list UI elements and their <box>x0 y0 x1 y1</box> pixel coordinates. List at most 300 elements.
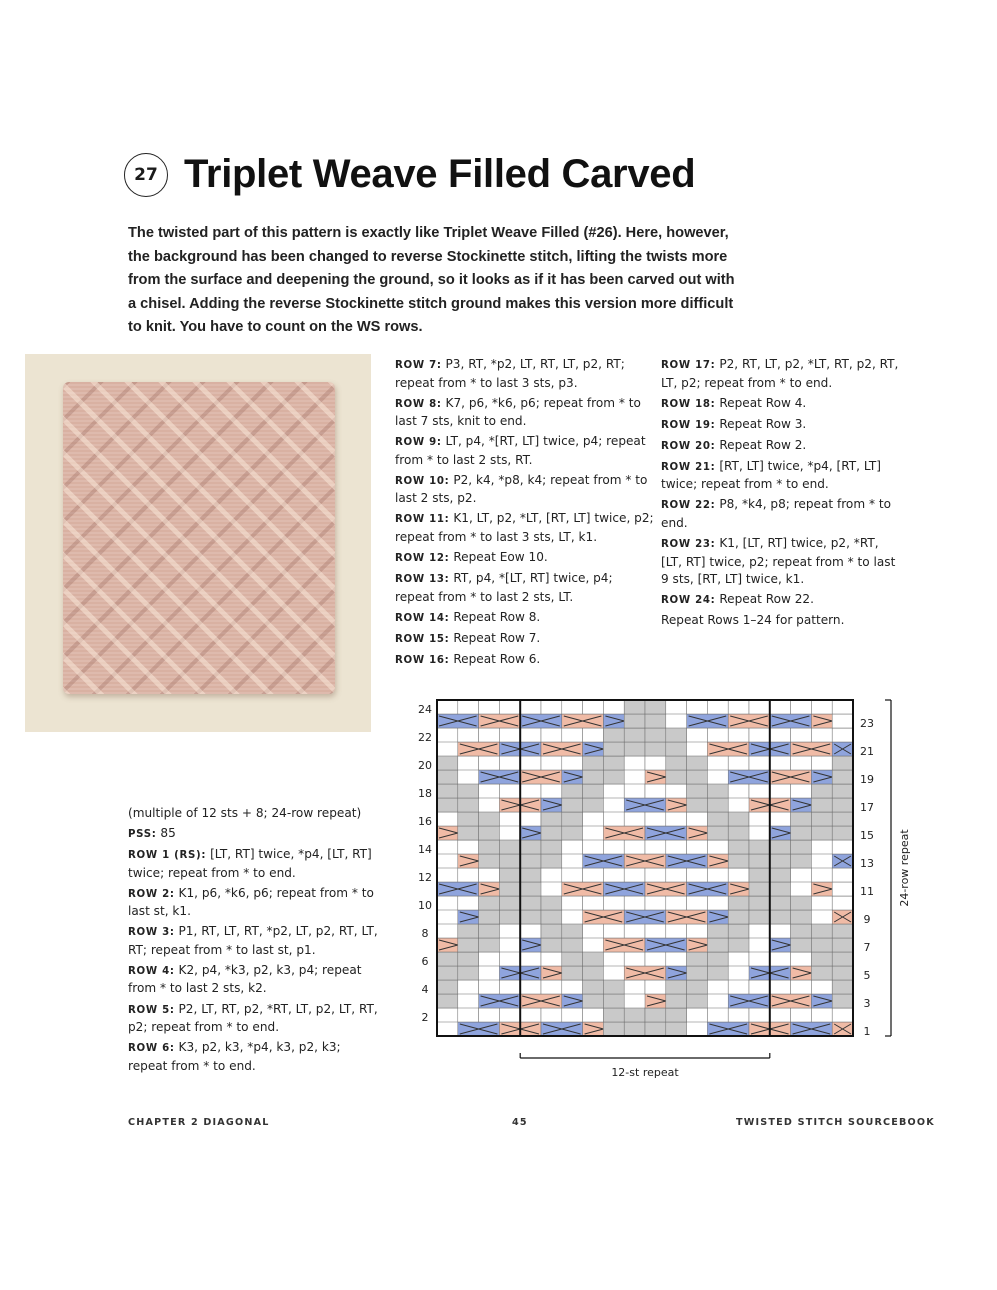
row-instruction: ROW 19: Repeat Row 3. <box>661 416 807 431</box>
knit-cell <box>645 868 666 882</box>
knit-cell <box>458 980 479 994</box>
purl-cell <box>707 798 728 812</box>
row-instruction: ROW 23: K1, [LT, RT] twice, p2, *RT, [LT, RT] twice, p2; repeat from * to last 9 sts, [RT, LT] twice, k1. <box>661 536 896 587</box>
row-number-left: 6 <box>421 955 429 968</box>
knit-cell <box>687 896 708 910</box>
row-instruction: ROW 10: P2, k4, *p8, k4; repeat from * to last 2 sts, p2. <box>395 472 648 506</box>
purl-cell <box>458 924 479 938</box>
knit-cell <box>749 756 770 770</box>
purl-cell <box>541 896 562 910</box>
knit-cell <box>437 924 458 938</box>
purl-cell <box>437 756 458 770</box>
purl-cell <box>791 812 812 826</box>
row-instruction: ROW 3: P1, RT, LT, RT, *p2, LT, p2, RT, LT, RT; repeat from * to last st, p1. <box>128 924 378 957</box>
purl-cell <box>811 966 832 980</box>
row-instruction: ROW 15: Repeat Row 7. <box>395 630 541 645</box>
knit-cell <box>603 924 624 938</box>
row-number-right: 11 <box>860 885 874 898</box>
row-repeat-label: 24-row repeat <box>898 829 911 907</box>
purl-cell <box>687 784 708 798</box>
purl-cell <box>749 868 770 882</box>
purl-cell <box>458 812 479 826</box>
knit-cell <box>666 784 687 798</box>
purl-cell <box>832 812 853 826</box>
knit-cell <box>791 728 812 742</box>
knit-cell <box>728 868 749 882</box>
purl-cell <box>666 1022 687 1036</box>
purl-cell <box>603 742 624 756</box>
knit-cell <box>562 896 583 910</box>
row-instruction: ROW 8: K7, p6, *k6, p6; repeat from * to last 7 sts, knit to end. <box>395 395 641 429</box>
knit-cell <box>749 784 770 798</box>
purl-cell <box>811 812 832 826</box>
row-instruction: ROW 5: P2, LT, RT, p2, *RT, LT, p2, LT, RT, p2; repeat from * to end. <box>128 1001 378 1035</box>
knit-cell <box>666 896 687 910</box>
purl-cell <box>520 882 541 896</box>
purl-cell <box>541 938 562 952</box>
knit-cell <box>832 1008 853 1022</box>
purl-cell <box>624 728 645 742</box>
knit-cell <box>583 812 604 826</box>
knit-cell <box>645 896 666 910</box>
purl-cell <box>583 784 604 798</box>
row-number-left: 14 <box>418 843 432 856</box>
knit-cell <box>707 896 728 910</box>
purl-cell <box>707 826 728 840</box>
purl-cell <box>499 882 520 896</box>
purl-cell <box>749 896 770 910</box>
knit-cell <box>687 868 708 882</box>
purl-cell <box>645 1008 666 1022</box>
knit-cell <box>687 924 708 938</box>
row-instruction: ROW 21: [RT, LT] twice, *p4, [RT, LT] twice; repeat from * to end. <box>661 458 882 492</box>
knit-cell <box>832 714 853 728</box>
purl-cell <box>520 910 541 924</box>
knit-cell <box>832 700 853 714</box>
purl-cell <box>791 896 812 910</box>
knit-cell <box>541 756 562 770</box>
purl-cell <box>583 798 604 812</box>
knit-cell <box>562 980 583 994</box>
purl-cell <box>832 952 853 966</box>
purl-cell <box>707 784 728 798</box>
knit-cell <box>541 784 562 798</box>
knit-cell <box>791 868 812 882</box>
footer-book-title: TWISTED STITCH SOURCEBOOK <box>736 1117 935 1128</box>
purl-cell <box>811 952 832 966</box>
knit-cell <box>562 756 583 770</box>
knit-cell <box>749 1008 770 1022</box>
knit-cell <box>499 700 520 714</box>
knit-cell <box>562 728 583 742</box>
knit-cell <box>499 812 520 826</box>
knit-cell <box>728 784 749 798</box>
row-number-left: 22 <box>418 731 432 744</box>
purl-cell <box>583 994 604 1008</box>
knit-cell <box>499 924 520 938</box>
purl-cell <box>479 938 500 952</box>
purl-cell <box>603 1022 624 1036</box>
knit-cell <box>791 700 812 714</box>
knit-cell <box>583 1008 604 1022</box>
purl-cell <box>666 728 687 742</box>
purl-cell <box>749 910 770 924</box>
purl-cell <box>458 784 479 798</box>
knit-cell <box>645 952 666 966</box>
purl-cell <box>458 966 479 980</box>
purl-cell <box>666 1008 687 1022</box>
purl-cell <box>583 966 604 980</box>
purl-cell <box>832 784 853 798</box>
knit-cell <box>541 980 562 994</box>
knit-cell <box>541 700 562 714</box>
purl-cell <box>520 896 541 910</box>
knit-cell <box>811 868 832 882</box>
knit-cell <box>791 1008 812 1022</box>
knit-cell <box>624 812 645 826</box>
knit-cell <box>624 980 645 994</box>
knit-cell <box>603 840 624 854</box>
knit-cell <box>687 700 708 714</box>
knit-cell <box>770 700 791 714</box>
knit-cell <box>520 980 541 994</box>
knit-cell <box>562 840 583 854</box>
row-number-left: 12 <box>418 871 432 884</box>
purl-cell <box>479 924 500 938</box>
row-instruction: ROW 18: Repeat Row 4. <box>661 395 807 410</box>
purl-cell <box>624 1008 645 1022</box>
purl-cell <box>624 1022 645 1036</box>
knit-cell <box>437 812 458 826</box>
knit-cell <box>479 700 500 714</box>
purl-cell <box>603 1008 624 1022</box>
purl-cell <box>458 938 479 952</box>
knit-cell <box>437 868 458 882</box>
purl-cell <box>728 812 749 826</box>
purl-cell <box>832 994 853 1008</box>
stitch-repeat-label: 12-st repeat <box>611 1066 679 1079</box>
purl-cell <box>811 924 832 938</box>
purl-cell <box>603 994 624 1008</box>
knit-cell <box>479 728 500 742</box>
purl-cell <box>749 854 770 868</box>
row-instruction: ROW 22: P8, *k4, p8; repeat from * to end. <box>661 497 891 530</box>
pattern-number-badge: 27 <box>124 153 168 197</box>
knit-cell <box>437 728 458 742</box>
knit-cell <box>707 756 728 770</box>
purl-cell <box>479 840 500 854</box>
purl-cell <box>603 770 624 784</box>
purl-cell <box>728 826 749 840</box>
purl-cell <box>687 952 708 966</box>
row-number-left: 4 <box>421 983 429 996</box>
knit-cell <box>749 700 770 714</box>
purl-cell <box>603 728 624 742</box>
knit-cell <box>520 700 541 714</box>
knit-cell <box>707 840 728 854</box>
row-instruction: ROW 16: Repeat Row 6. <box>395 651 541 666</box>
knit-cell <box>645 812 666 826</box>
row-number-right: 19 <box>860 773 874 786</box>
purl-cell <box>541 812 562 826</box>
knit-cell <box>832 728 853 742</box>
purl-cell <box>437 966 458 980</box>
knit-cell <box>458 1008 479 1022</box>
purl-cell <box>687 994 708 1008</box>
knit-cell <box>624 896 645 910</box>
knit-cell <box>645 980 666 994</box>
row-instruction: ROW 4: K2, p4, *k3, p2, k3, p4; repeat from * to last 2 sts, k2. <box>128 962 362 996</box>
knit-cell <box>770 1008 791 1022</box>
row-instruction: ROW 14: Repeat Row 8. <box>395 609 541 624</box>
knit-cell <box>541 728 562 742</box>
knit-cell <box>541 868 562 882</box>
knit-cell <box>499 1008 520 1022</box>
purl-cell <box>479 854 500 868</box>
knit-cell <box>666 812 687 826</box>
purl-cell <box>770 840 791 854</box>
row-number-right: 5 <box>863 969 871 982</box>
knit-cell <box>583 868 604 882</box>
purl-cell <box>707 966 728 980</box>
knit-cell <box>770 784 791 798</box>
instructions-right-column <box>661 356 901 632</box>
purl-cell <box>832 756 853 770</box>
knit-cell <box>707 980 728 994</box>
instructions-middle-column <box>395 356 655 672</box>
knit-cell <box>520 812 541 826</box>
purl-cell <box>707 938 728 952</box>
purl-cell <box>687 798 708 812</box>
knit-cell <box>520 756 541 770</box>
knit-cell <box>811 756 832 770</box>
purl-cell <box>645 728 666 742</box>
purl-cell <box>811 938 832 952</box>
purl-cell <box>749 840 770 854</box>
knit-cell <box>458 756 479 770</box>
knit-cell <box>603 952 624 966</box>
knit-cell <box>687 728 708 742</box>
purl-cell <box>437 784 458 798</box>
knit-cell <box>458 728 479 742</box>
purl-cell <box>562 826 583 840</box>
purl-cell <box>541 924 562 938</box>
purl-cell <box>583 980 604 994</box>
knit-cell <box>728 952 749 966</box>
knit-cell <box>666 924 687 938</box>
knit-cell <box>479 784 500 798</box>
row-instruction: ROW 20: Repeat Row 2. <box>661 437 807 452</box>
purl-cell <box>562 952 583 966</box>
multiple-note: (multiple of 12 sts + 8; 24-row repeat) <box>128 806 362 820</box>
knit-cell <box>624 784 645 798</box>
purl-cell <box>707 924 728 938</box>
knit-cell <box>770 756 791 770</box>
knit-cell <box>666 868 687 882</box>
knit-cell <box>624 952 645 966</box>
purl-cell <box>520 868 541 882</box>
purl-cell <box>687 770 708 784</box>
pattern-header <box>124 152 695 197</box>
footer-chapter: CHAPTER 2 DIAGONAL <box>128 1117 270 1128</box>
purl-cell <box>624 700 645 714</box>
purl-cell <box>791 840 812 854</box>
row-instruction: ROW 1 (RS): [LT, RT] twice, *p4, [LT, RT] twice; repeat from * to end. <box>128 847 372 880</box>
purl-cell <box>583 770 604 784</box>
purl-cell <box>666 742 687 756</box>
purl-cell <box>832 966 853 980</box>
purl-cell <box>437 770 458 784</box>
purl-cell <box>770 896 791 910</box>
knit-cell <box>499 952 520 966</box>
purl-cell <box>770 868 791 882</box>
purl-cell <box>624 714 645 728</box>
purl-cell <box>832 980 853 994</box>
row-number-right: 23 <box>860 717 874 730</box>
purl-cell <box>666 980 687 994</box>
knit-cell <box>811 1008 832 1022</box>
swatch-photo <box>25 354 371 732</box>
purl-cell <box>562 798 583 812</box>
row-number-left: 8 <box>421 927 429 940</box>
purl-cell <box>791 826 812 840</box>
knit-cell <box>520 924 541 938</box>
knit-cell <box>499 756 520 770</box>
purl-cell <box>811 798 832 812</box>
knit-cell <box>707 868 728 882</box>
knit-cell <box>583 700 604 714</box>
knit-cell <box>645 840 666 854</box>
knit-cell <box>749 924 770 938</box>
row-number-left: 20 <box>418 759 432 772</box>
knit-cell <box>749 980 770 994</box>
row-number-right: 15 <box>860 829 874 842</box>
purl-cell <box>603 980 624 994</box>
purl-cell <box>707 812 728 826</box>
row-number-right: 1 <box>863 1025 871 1038</box>
knit-cell <box>832 868 853 882</box>
knit-cell <box>707 1008 728 1022</box>
knit-cell <box>687 840 708 854</box>
knit-cell <box>645 784 666 798</box>
knit-cell <box>562 700 583 714</box>
row-instruction: ROW 11: K1, LT, p2, *LT, [RT, LT] twice, p2; repeat from * to last 3 sts, LT, k1. <box>395 511 654 544</box>
purl-cell <box>562 938 583 952</box>
knit-cell <box>728 756 749 770</box>
knit-cell <box>791 784 812 798</box>
knit-cell <box>749 952 770 966</box>
purl-cell <box>437 798 458 812</box>
row-instruction: ROW 12: Repeat Eow 10. <box>395 549 548 564</box>
purl-cell <box>479 812 500 826</box>
knit-cell <box>437 840 458 854</box>
knit-cell <box>666 952 687 966</box>
purl-cell <box>749 882 770 896</box>
knit-cell <box>520 1008 541 1022</box>
purl-cell <box>458 952 479 966</box>
knit-cell <box>499 980 520 994</box>
pss-line: PSS: 85 <box>128 826 176 841</box>
knit-cell <box>562 868 583 882</box>
knit-cell <box>583 840 604 854</box>
purl-cell <box>499 854 520 868</box>
purl-cell <box>458 826 479 840</box>
knit-cell <box>520 728 541 742</box>
knit-cell <box>811 896 832 910</box>
purl-cell <box>728 924 749 938</box>
knit-cell <box>770 980 791 994</box>
knit-cell <box>811 728 832 742</box>
knit-cell <box>666 840 687 854</box>
purl-cell <box>562 784 583 798</box>
row-instruction: ROW 13: RT, p4, *[LT, RT] twice, p4; repeat from * to last 2 sts, LT. <box>395 571 613 604</box>
row-instruction: ROW 17: P2, RT, LT, p2, *LT, RT, p2, RT, LT, p2; repeat from * to end. <box>661 357 899 390</box>
purl-cell <box>728 938 749 952</box>
knit-cell <box>499 784 520 798</box>
knit-cell <box>479 756 500 770</box>
purl-cell <box>624 742 645 756</box>
knit-cell <box>562 1008 583 1022</box>
knit-cell <box>437 700 458 714</box>
knit-cell <box>520 784 541 798</box>
knit-cell <box>603 812 624 826</box>
knit-cell <box>479 868 500 882</box>
knit-cell <box>624 756 645 770</box>
purl-cell <box>458 798 479 812</box>
knit-cell <box>687 1008 708 1022</box>
purl-cell <box>479 896 500 910</box>
purl-cell <box>520 854 541 868</box>
knit-cell <box>811 980 832 994</box>
purl-cell <box>499 868 520 882</box>
knit-cell <box>603 868 624 882</box>
row-number-left: 18 <box>418 787 432 800</box>
purl-cell <box>687 966 708 980</box>
purl-cell <box>645 742 666 756</box>
row-number-left: 10 <box>418 899 432 912</box>
purl-cell <box>479 826 500 840</box>
knitting-chart <box>405 697 925 1097</box>
knit-cell <box>749 728 770 742</box>
knit-cell <box>458 840 479 854</box>
purl-cell <box>728 854 749 868</box>
purl-cell <box>791 924 812 938</box>
repeat-instruction: Repeat Rows 1–24 for pattern. <box>661 613 845 628</box>
purl-cell <box>666 770 687 784</box>
knit-cell <box>541 952 562 966</box>
knit-cell <box>770 812 791 826</box>
knit-cell <box>499 728 520 742</box>
footer-page-number: 45 <box>512 1117 528 1128</box>
purl-cell <box>437 952 458 966</box>
knit-cell <box>791 756 812 770</box>
knit-cell <box>832 840 853 854</box>
knit-cell <box>749 812 770 826</box>
purl-cell <box>541 826 562 840</box>
purl-cell <box>645 714 666 728</box>
purl-cell <box>728 840 749 854</box>
knit-cell <box>603 784 624 798</box>
knit-cell <box>728 980 749 994</box>
purl-cell <box>666 756 687 770</box>
row-number-right: 7 <box>863 941 871 954</box>
knit-cell <box>624 924 645 938</box>
purl-cell <box>541 910 562 924</box>
page-title: Triplet Weave Filled Carved <box>184 152 696 196</box>
knit-cell <box>811 840 832 854</box>
knit-cell <box>707 700 728 714</box>
knit-cell <box>687 812 708 826</box>
